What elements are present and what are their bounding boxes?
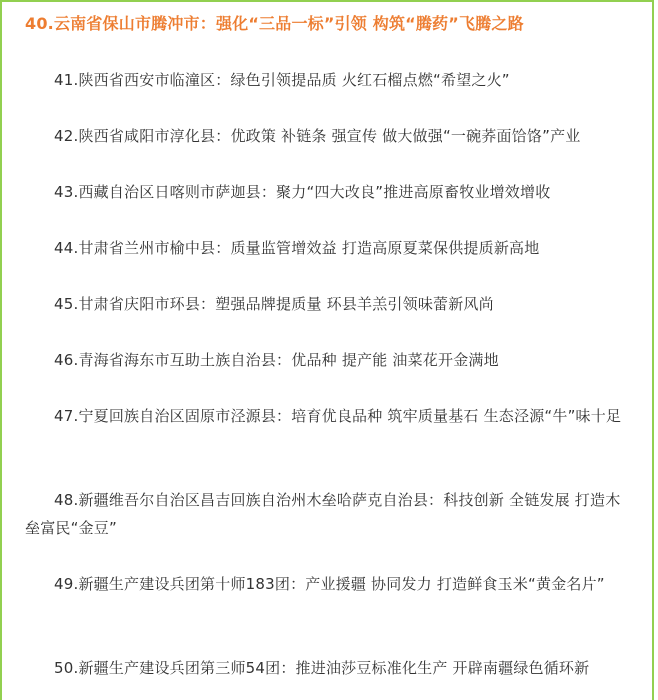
list-item	[25, 654, 633, 682]
list-item-text: 43.西藏自治区日喀则市萨迦县：聚力“四大改良”推进高原畜牧业增效增收	[54, 183, 551, 201]
list-item	[25, 402, 633, 430]
list-item	[25, 570, 633, 598]
list-item-text: 42.陕西省咸阳市淳化县：优政策 补链条 强宣传 做大做强“一碗荞面饸饹”产业	[54, 127, 581, 145]
section-heading	[25, 10, 633, 38]
list-item	[25, 290, 633, 318]
list-item-text: 47.宁夏回族自治区固原市泾源县：培育优良品种 筑牢质量基石 生态泾源“牛”味十足	[54, 407, 622, 425]
heading-text: 40.云南省保山市腾冲市：强化“三品一标”引领 构筑“腾药”飞腾之路	[25, 14, 524, 33]
list-item	[25, 122, 633, 150]
list-item	[25, 486, 633, 542]
list-item-text: 45.甘肃省庆阳市环县：塑强品牌提质量 环县羊羔引领味蕾新风尚	[54, 295, 494, 313]
list-item	[25, 234, 633, 262]
list-item	[25, 178, 633, 206]
list-item-text: 44.甘肃省兰州市榆中县：质量监管增效益 打造高原夏菜保供提质新高地	[54, 239, 540, 257]
list-item-text: 50.新疆生产建设兵团第三师54团：推进油莎豆标准化生产 开辟南疆绿色循环新	[54, 659, 590, 677]
list-item-text: 41.陕西省西安市临潼区：绿色引领提品质 火红石榴点燃“希望之火”	[54, 71, 510, 89]
list-item-text: 46.青海省海东市互助土族自治县：优品种 提产能 油菜花开金满地	[54, 351, 499, 369]
list-item	[25, 346, 633, 374]
list-item-text: 48.新疆维吾尔自治区昌吉回族自治州木垒哈萨克自治县：科技创新 全链发展 打造木垒富民“金豆”	[25, 491, 621, 537]
list-item-text: 49.新疆生产建设兵团第十师183团：产业援疆 协同发力 打造鲜食玉米“黄金名片”	[54, 575, 605, 593]
list-item	[25, 66, 633, 94]
